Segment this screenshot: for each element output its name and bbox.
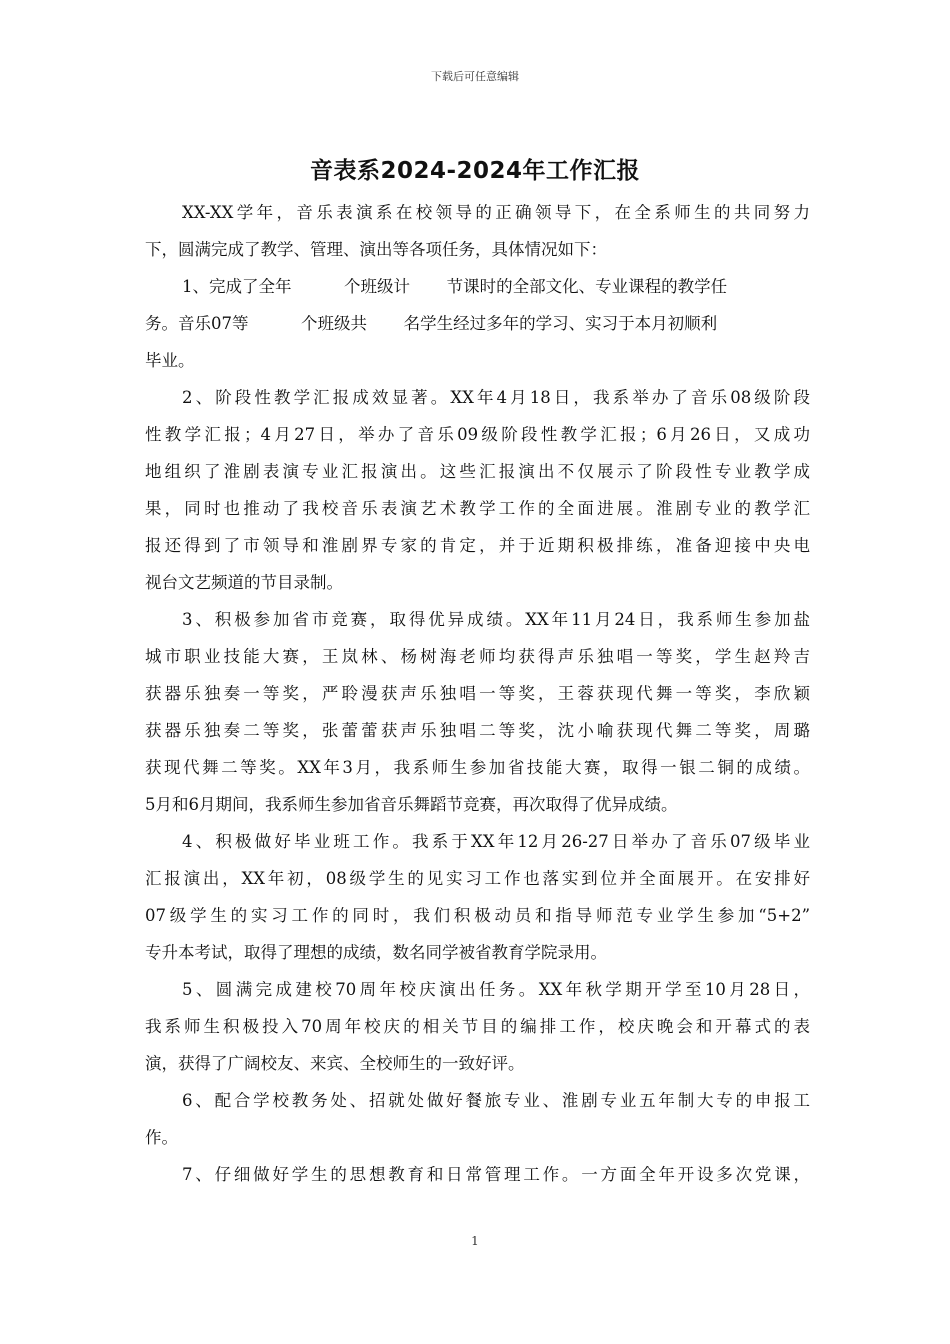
paragraph-line: 汇报演出，XX年初，08级学生的见实习工作也落实到位并全面展开。在安排好 (145, 869, 810, 888)
paragraph-line: 毕业。 (145, 351, 195, 370)
paragraph-line: 获器乐独奏一等奖，严聆漫获声乐独唱一等奖，王蓉获现代舞一等奖，李欣颖 (145, 684, 810, 703)
paragraph-line: 作。 (145, 1128, 178, 1147)
paragraph-line: 3、积极参加省市竞赛，取得优异成绩。XX年11月24日，我系师生参加盐 (182, 610, 810, 629)
paragraph-line: 地组织了淮剧表演专业汇报演出。这些汇报演出不仅展示了阶段性专业教学成 (145, 462, 810, 481)
paragraph-line: 5月和6月期间，我系师生参加省音乐舞蹈节竞赛，再次取得了优异成绩。 (145, 795, 678, 814)
paragraph-line: 6、配合学校教务处、招就处做好餐旅专业、淮剧专业五年制大专的申报工 (182, 1091, 810, 1110)
paragraph-line: 2、阶段性教学汇报成效显著。XX年4月18日，我系举办了音乐08级阶段 (182, 388, 810, 407)
page-number: 1 (471, 1234, 479, 1248)
paragraph-line: 获器乐独奏二等奖，张蕾蕾获声乐独唱二等奖，沈小喻获现代舞二等奖，周璐 (145, 721, 810, 740)
text-segment: 名学生经过多年的学习、实习于本月初顺利 (403, 314, 718, 333)
paragraph-line (145, 305, 810, 342)
paragraph-line: 果，同时也推动了我校音乐表演艺术教学工作的全面进展。淮剧专业的教学汇 (145, 499, 810, 518)
paragraph-line: 我系师生积极投入70周年校庆的相关节目的编排工作，校庆晚会和开幕式的表 (145, 1017, 810, 1036)
paragraph-line: 7、仔细做好学生的思想教育和日常管理工作。一方面全年开设多次党课， (182, 1165, 810, 1184)
paragraph-line: 城市职业技能大赛，王岚林、杨树海老师均获得声乐独唱一等奖，学生赵羚吉 (145, 647, 810, 666)
paragraph-line (145, 268, 810, 305)
paragraph-line: 性教学汇报；4月27日，举办了音乐09级阶段性教学汇报；6月26日，又成功 (145, 425, 810, 444)
paragraph-line: 演，获得了广阔校友、来宾、全校师生的一致好评。 (145, 1054, 525, 1073)
paragraph-line: 报还得到了市领导和淮剧界专家的肯定，并于近期积极排练，准备迎接中央电 (145, 536, 810, 555)
document-title: 音表系2024-2024年工作汇报 (309, 158, 641, 184)
paragraph-line: 获现代舞二等奖。XX年3月，我系师生参加省技能大赛，取得一银二铜的成绩。 (145, 758, 810, 777)
text-segment: 个班级计 (343, 277, 410, 296)
text-segment: 个班级共 (300, 314, 367, 333)
paragraph-line: 专升本考试，取得了理想的成绩，数名同学被省教育学院录用。 (145, 943, 607, 962)
paragraph-line: 下，圆满完成了教学、管理、演出等各项任务，具体情况如下： (145, 240, 607, 259)
text-segment: 务。音乐07等 (145, 314, 249, 333)
paragraph-line: 视台文艺频道的节目录制。 (145, 573, 343, 592)
paragraph-line: 4、积极做好毕业班工作。我系于XX年12月26-27日举办了音乐07级毕业 (182, 832, 810, 851)
paragraph-line: XX-XX学年，音乐表演系在校领导的正确领导下，在全系师生的共同努力 (182, 203, 810, 222)
paragraph-line: 07级学生的实习工作的同时，我们积极动员和指导师范专业学生参加“5+2” (145, 906, 810, 925)
text-segment: 1、完成了全年 (182, 277, 292, 296)
paragraph-line: 5、圆满完成建校70周年校庆演出任务。XX年秋学期开学至10月28日， (182, 980, 810, 999)
header-note: 下载后可任意编辑 (431, 70, 519, 83)
document-body (145, 194, 810, 1193)
text-segment: 节课时的全部文化、专业课程的教学任 (446, 277, 728, 296)
